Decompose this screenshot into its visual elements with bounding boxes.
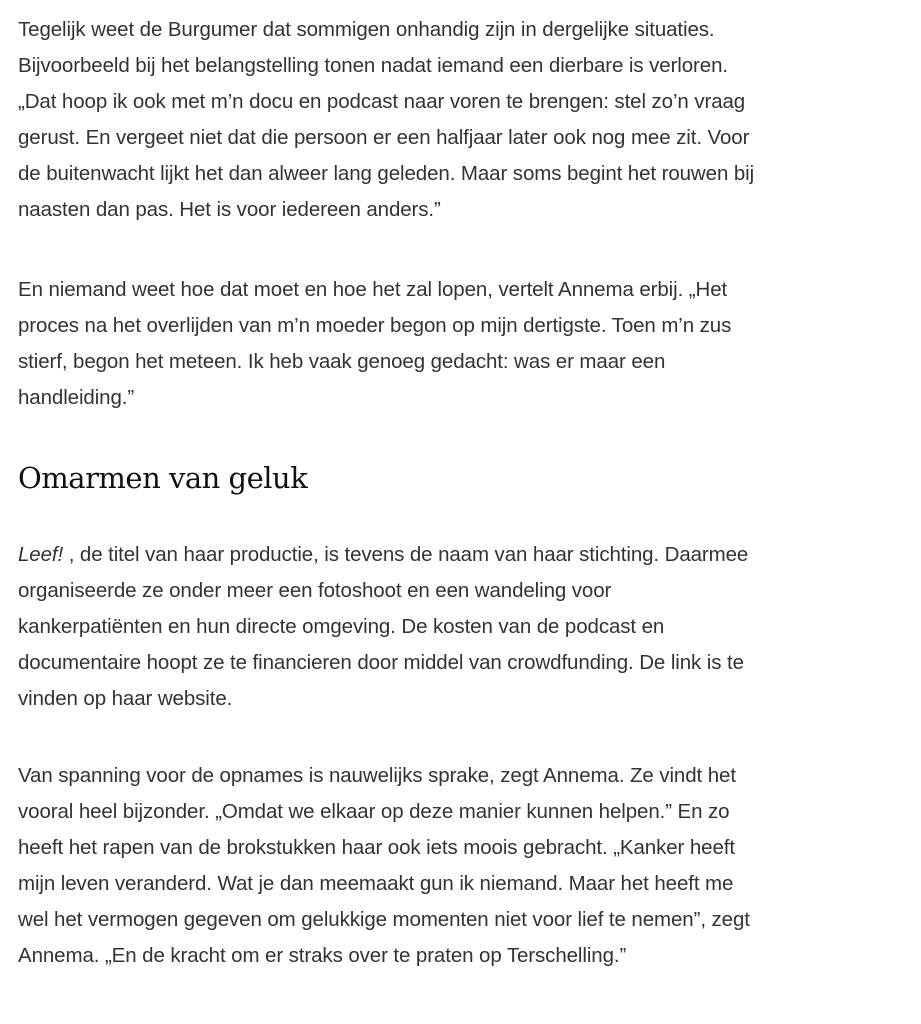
production-title: Leef!: [18, 543, 64, 566]
text-line: proces na het overlijden van m’n moeder begon op mijn dertigste. Toen m’n zus: [18, 314, 732, 337]
text-line: wel het vermogen gegeven om gelukkige momenten niet voor lief te nemen”, zegt: [18, 908, 750, 931]
text-fragment: , de titel van haar productie, is tevens de naam van haar stichting. Daarmee: [63, 543, 749, 566]
text-line: organiseerde ze onder meer een fotoshoot en een wandeling voor: [18, 579, 612, 602]
text-line: de buitenwacht lijkt het dan alweer lang geleden. Maar soms begint het rouwen bij: [18, 162, 755, 185]
text-line: Bijvoorbeeld bij het belangstelling tonen nadat iemand een dierbare is verloren.: [18, 54, 728, 77]
section-heading: Omarmen van geluk: [18, 461, 308, 495]
text-line: vinden op haar website.: [18, 687, 233, 710]
text-line: En niemand weet hoe dat moet en hoe het zal lopen, vertelt Annema erbij. „Het: [18, 278, 728, 301]
text-line: gerust. En vergeet niet dat die persoon er een halfjaar later ook nog mee zit. Voor: [18, 126, 750, 149]
text-line: kankerpatiënten en hun directe omgeving. De kosten van de podcast en: [18, 615, 665, 638]
paragraph-4: [18, 758, 750, 974]
text-line: mijn leven veranderd. Wat je dan meemaakt gun ik niemand. Maar het heeft me: [18, 872, 734, 895]
paragraph-2: [18, 272, 731, 416]
text-line: Van spanning voor de opnames is nauwelijks sprake, zegt Annema. Ze vindt het: [18, 764, 736, 787]
text-line: heeft het rapen van de brokstukken haar ook iets moois gebracht. „Kanker heeft: [18, 836, 735, 859]
text-line: „Dat hoop ik ook met m’n docu en podcast naar voren te brengen: stel zo’n vraag: [18, 90, 746, 113]
text-line: stierf, begon het meteen. Ik heb vaak genoeg gedacht: was er maar een: [18, 350, 666, 373]
text-line: Tegelijk weet de Burgumer dat sommigen onhandig zijn in dergelijke situaties.: [18, 18, 715, 41]
paragraph-1: [18, 12, 754, 228]
paragraph-3: [18, 537, 748, 717]
text-line: vooral heel bijzonder. „Omdat we elkaar op deze manier kunnen helpen.” En zo: [18, 800, 730, 823]
text-line: Annema. „En de kracht om er straks over te praten op Terschelling.”: [18, 944, 627, 967]
text-line: documentaire hoopt ze te financieren door middel van crowdfunding. De link is te: [18, 651, 744, 674]
text-line: handleiding.”: [18, 386, 135, 409]
text-line: [18, 537, 748, 573]
text-line: naasten dan pas. Het is voor iedereen anders.”: [18, 198, 441, 221]
